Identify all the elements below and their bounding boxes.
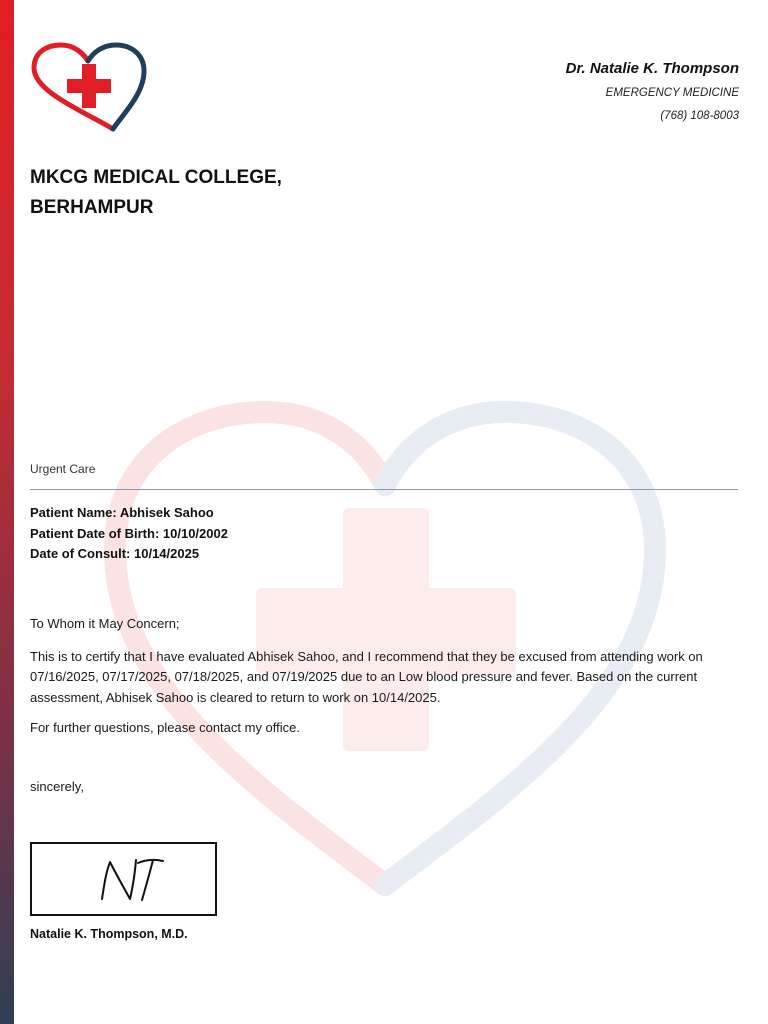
letter-closing: sincerely, bbox=[30, 779, 84, 794]
doctor-name: Dr. Natalie K. Thompson bbox=[565, 60, 739, 77]
letter-paragraph-2: For further questions, please contact my office. bbox=[30, 720, 301, 735]
institution-line-1: MKCG MEDICAL COLLEGE, bbox=[30, 167, 282, 188]
signature-box bbox=[30, 842, 217, 916]
heart-cross-logo-icon bbox=[30, 42, 148, 134]
doctor-department: EMERGENCY MEDICINE bbox=[605, 87, 739, 99]
letter-body bbox=[30, 614, 742, 749]
institution-line-2: BERHAMPUR bbox=[30, 197, 154, 218]
section-divider bbox=[30, 489, 738, 490]
doctor-info bbox=[566, 58, 739, 124]
patient-dob: Patient Date of Birth: 10/10/2002 bbox=[30, 525, 228, 541]
signature-initials-image bbox=[32, 844, 215, 914]
left-accent-bar bbox=[0, 0, 14, 1024]
unit-label: Urgent Care bbox=[30, 462, 96, 476]
letter-greeting: To Whom it May Concern; bbox=[30, 616, 180, 631]
institution-name bbox=[30, 163, 282, 223]
doctor-phone: (768) 108-8003 bbox=[660, 110, 739, 122]
patient-details bbox=[30, 503, 228, 565]
letter-paragraph-1: This is to certify that I have evaluated Abhisek Sahoo, and I recommend that they be excused from attending work on 07/16/2025, 07/17/2025, 07/18/2025, and 07/19/2025 due to an Low blood pressure and fever. Based on the current assessment, Abhisek Sahoo is cleared to return to work on 10/14/2025. bbox=[30, 648, 703, 705]
signatory-name: Natalie K. Thompson, M.D. bbox=[30, 927, 188, 941]
patient-name: Patient Name: Abhisek Sahoo bbox=[30, 505, 214, 520]
consult-date: Date of Consult: 10/14/2025 bbox=[30, 546, 200, 561]
